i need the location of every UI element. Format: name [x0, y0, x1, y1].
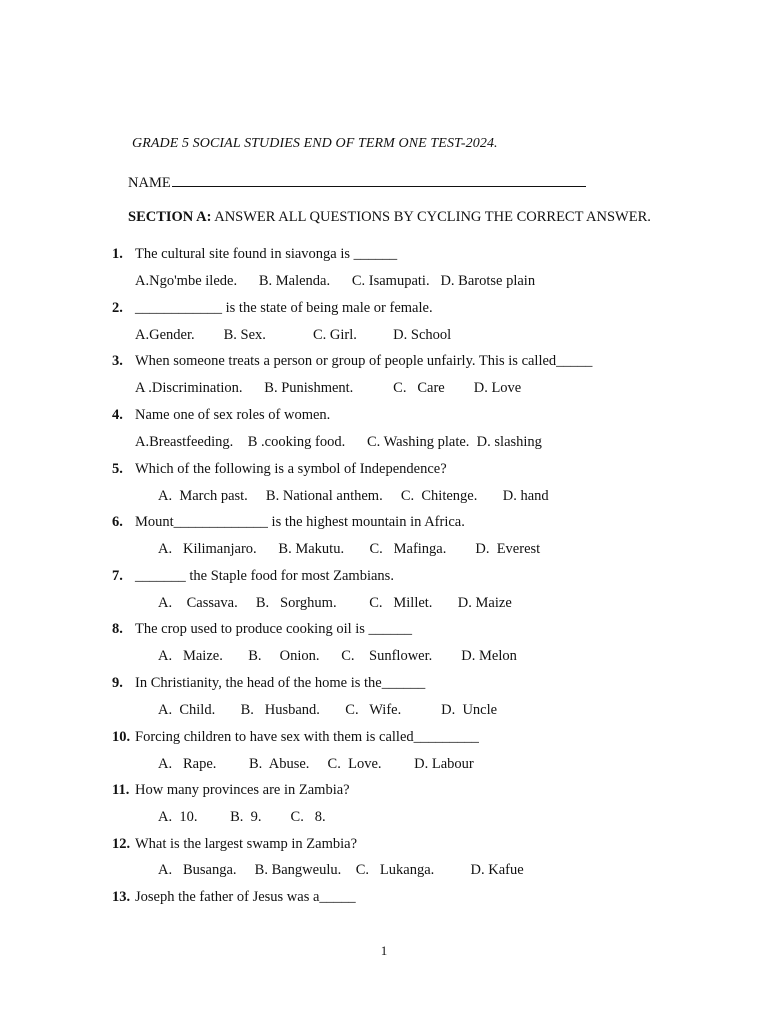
- question-7: 7. _______ the Staple food for most Zambians.: [112, 568, 394, 584]
- name-blank-line[interactable]: [172, 172, 586, 187]
- question-11-options[interactable]: A. 10. B. 9. C. 8.: [158, 809, 326, 825]
- question-text: The cultural site found in siavonga is ______: [135, 246, 398, 262]
- question-7-options[interactable]: A. Cassava. B. Sorghum. C. Millet. D. Maize: [158, 595, 512, 611]
- question-8-options[interactable]: A. Maize. B. Onion. C. Sunflower. D. Melon: [158, 648, 517, 664]
- question-8: 8. The crop used to produce cooking oil is ______: [112, 621, 413, 637]
- section-a-instructions: [128, 209, 651, 226]
- question-text: Joseph the father of Jesus was a_____: [135, 889, 356, 905]
- question-4: 4. Name one of sex roles of women.: [112, 407, 331, 423]
- question-12-options[interactable]: A. Busanga. B. Bangweulu. C. Lukanga. D. Kafue: [158, 862, 524, 878]
- question-13: 13. Joseph the father of Jesus was a_____: [112, 889, 356, 905]
- question-text: Name one of sex roles of women.: [135, 407, 331, 423]
- question-10: 10. Forcing children to have sex with them is called_________: [112, 729, 479, 745]
- question-9: 9. In Christianity, the head of the home is the______: [112, 675, 426, 691]
- question-4-options[interactable]: A.Breastfeeding. B .cooking food. C. Washing plate. D. slashing: [135, 434, 542, 450]
- question-3: 3. When someone treats a person or group of people unfairly. This is called_____: [112, 353, 593, 369]
- question-text: The crop used to produce cooking oil is ______: [135, 621, 413, 637]
- question-text: When someone treats a person or group of people unfairly. This is called_____: [135, 353, 593, 369]
- question-text: _______ the Staple food for most Zambians.: [135, 568, 394, 584]
- test-title: GRADE 5 SOCIAL STUDIES END OF TERM ONE TEST-2024.: [132, 136, 498, 151]
- question-11: 11. How many provinces are in Zambia?: [112, 782, 350, 798]
- question-text: How many provinces are in Zambia?: [135, 782, 350, 798]
- name-field: [128, 172, 586, 192]
- name-label: NAME: [128, 175, 171, 191]
- question-5-options[interactable]: A. March past. B. National anthem. C. Chitenge. D. hand: [158, 488, 549, 504]
- question-2-options[interactable]: A.Gender. B. Sex. C. Girl. D. School: [135, 327, 452, 343]
- question-9-options[interactable]: A. Child. B. Husband. C. Wife. D. Uncle: [158, 702, 498, 718]
- question-text: ____________ is the state of being male or female.: [135, 300, 433, 316]
- question-text: Mount_____________ is the highest mountain in Africa.: [135, 514, 465, 530]
- section-label: SECTION A:: [128, 209, 212, 225]
- question-1: 1. The cultural site found in siavonga is ______: [112, 246, 398, 262]
- question-6-options[interactable]: A. Kilimanjaro. B. Makutu. C. Mafinga. D. Everest: [158, 541, 541, 557]
- question-text: In Christianity, the head of the home is the______: [135, 675, 426, 691]
- question-6: 6. Mount_____________ is the highest mountain in Africa.: [112, 514, 465, 530]
- page-number: 1: [380, 943, 388, 958]
- section-instruction: ANSWER ALL QUESTIONS BY CYCLING THE CORRECT ANSWER.: [211, 209, 651, 225]
- question-3-options[interactable]: A .Discrimination. B. Punishment. C. Care D. Love: [135, 380, 522, 396]
- question-text: What is the largest swamp in Zambia?: [135, 836, 358, 852]
- question-1-options[interactable]: A.Ngo'mbe ilede. B. Malenda. C. Isamupati. D. Barotse plain: [135, 273, 536, 289]
- question-12: 12. What is the largest swamp in Zambia?: [112, 836, 358, 852]
- question-2: 2. ____________ is the state of being male or female.: [112, 300, 433, 316]
- question-text: Forcing children to have sex with them is called_________: [135, 729, 479, 745]
- question-10-options[interactable]: A. Rape. B. Abuse. C. Love. D. Labour: [158, 756, 474, 772]
- question-text: Which of the following is a symbol of Independence?: [135, 461, 447, 477]
- question-5: 5. Which of the following is a symbol of Independence?: [112, 461, 447, 477]
